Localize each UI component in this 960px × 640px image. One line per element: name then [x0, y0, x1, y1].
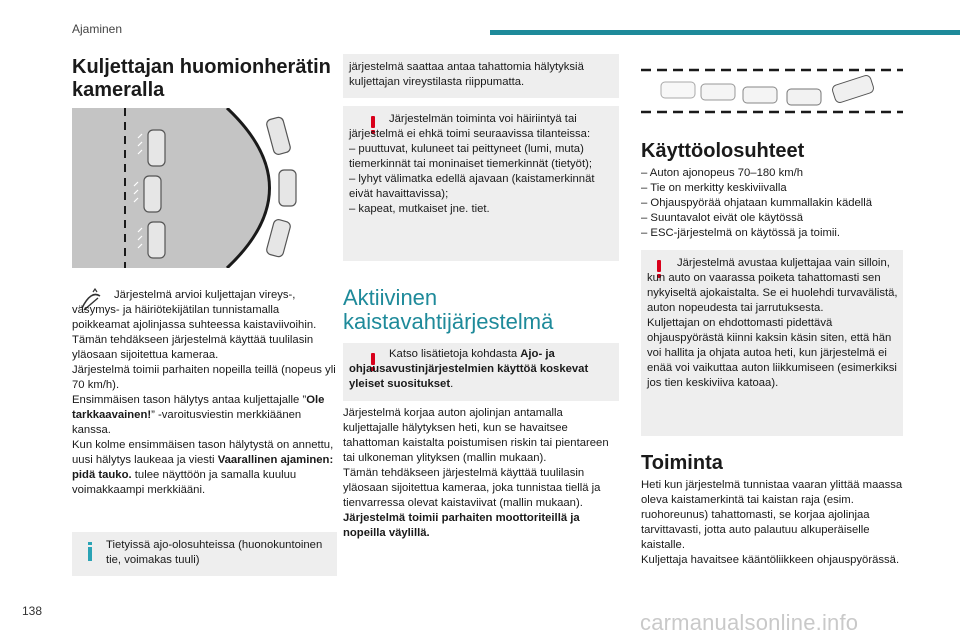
- list-item: – Auton ajonopeus 70–180 km/h: [641, 167, 804, 179]
- lane-keeping-illustration: [641, 62, 903, 122]
- warning-box-disruptions: Järjestelmän toiminta voi häiriintyä tai järjestelmä ei ehkä toimi seuraavissa tilanteissa: – puuttuvat, kuluneet tai peittyneet (lumi, muta) tiemerkinnät tai moninaiset tiemerkinnät (tietyöt); – lyhyt välimatka edellä ajavaan (kaistamerkinnät eivät havaittavissa); – kapeat, mutkaiset jne. tiet.: [343, 106, 619, 261]
- header-accent-bar: [490, 30, 960, 35]
- section-title-active-lane-keeping: Aktiivinen kaistavahtijärjestelmä: [343, 285, 554, 334]
- info-box-continued: järjestelmä saattaa antaa tahattomia hälytyksiä kuljettajan vireystilasta riippumatta.: [343, 54, 619, 98]
- active-lane-keeping-description: Järjestelmä korjaa auton ajolinjan antamalla kuljettajalle hälytyksen heti, kun se havaitsee tahattoman kaistalta poistumisen riskin tai pientareen tai ulkoneman ylityksen (mallin mukaan). Tämän tehdäkseen järjestelmä käyttää tuulilasin yläosaan sijoitettua kameraa, joka tunnistaa tiellä ja tienvarressa olevat kaistaviivat (mallin mukaan). Järjestelmä toimii parhaiten moottoriteillä ja nopeilla väylillä.: [343, 407, 609, 539]
- page-number: 138: [22, 604, 43, 618]
- section-title-operating-conditions: Käyttöolosuhteet: [641, 140, 805, 162]
- driver-attention-description: Järjestelmä arvioi kuljettajan vireys-, väsymys- ja häiriötekijätilan tunnistamalla poikkeamat ajolinjassa suhteessa kaistaviivoihin. Tämän tehdäkseen järjestelmä käyttää tuulilasin yläosaan sijoitettua kameraa. Järjestelmä toimii parhaiten nopeilla teillä (nopeus yli 70 km/h). Ensimmäisen tason hälytys antaa kuljettajalle ”Ole tarkkaavainen!” -varoitusviestin merkkiäänen kanssa. Kun kolme ensimmäisen tason hälytystä on annettu, uusi hälytys laukeaa ja viesti Vaarallinen ajaminen: pidä tauko. tulee näyttöön ja samalla kuuluu voimakkaampi merkkiääni.: [72, 289, 336, 496]
- list-item: – Ohjauspyörää ohjataan kummallakin kädellä: [641, 197, 873, 209]
- list-item: – ESC-järjestelmä on käytössä ja toimii.: [641, 227, 841, 239]
- list-item: – Suuntavalot eivät ole käytössä: [641, 212, 804, 224]
- list-item: – Tie on merkitty keskiviivalla: [641, 182, 787, 194]
- header-section-label: Ajaminen: [72, 22, 123, 36]
- section-title-driver-attention: Kuljettajan huomionherätin kameralla: [72, 56, 331, 101]
- warning-box-see-also: Katso lisätietoja kohdasta Ajo- ja ohjausavustinjärjestelmien käyttöä koskevat yleiset suositukset.: [343, 343, 619, 401]
- operation-description: Heti kun järjestelmä tunnistaa vaaran ylittää maassa oleva kaistamerkintä tai kaistan raja (esim. ruohoreunus) tahattomasti, se korjaa ajolinjaa tarvittavasti, jotta auto palautuu alkuperäiselle kaistalle. Kuljettaja havaitsee kääntöliikkeen ohjauspyörässä.: [641, 479, 903, 566]
- info-icon: [88, 542, 93, 561]
- warning-box-driver-responsibility: Järjestelmä avustaa kuljettajaa vain silloin, kun auto on vaarassa poiketa tahattomasti sen nykyiseltä ajokaistalta. Se ei huolehdi turvavälistä, auton nopeudesta tai jarrutuksesta. Kuljettajan on ehdottomasti pidettävä ohjauspyörästä kiinni kaksin käsin siten, että hän voi hallita ja ohjata autoa heti, kun järjestelmä ei enää voi vaikuttaa auton liikkumiseen (esimerkiksi jos tien keskiviiva katoaa).: [641, 250, 903, 436]
- operating-conditions-list: [641, 166, 903, 241]
- driver-attention-illustration: [72, 108, 337, 268]
- info-box-conditions: Tietyissä ajo-olosuhteissa (huonokuntoinen tie, voimakas tuuli): [72, 532, 337, 576]
- watermark: carmanualsonline.info: [640, 610, 859, 635]
- section-title-operation: Toiminta: [641, 452, 723, 474]
